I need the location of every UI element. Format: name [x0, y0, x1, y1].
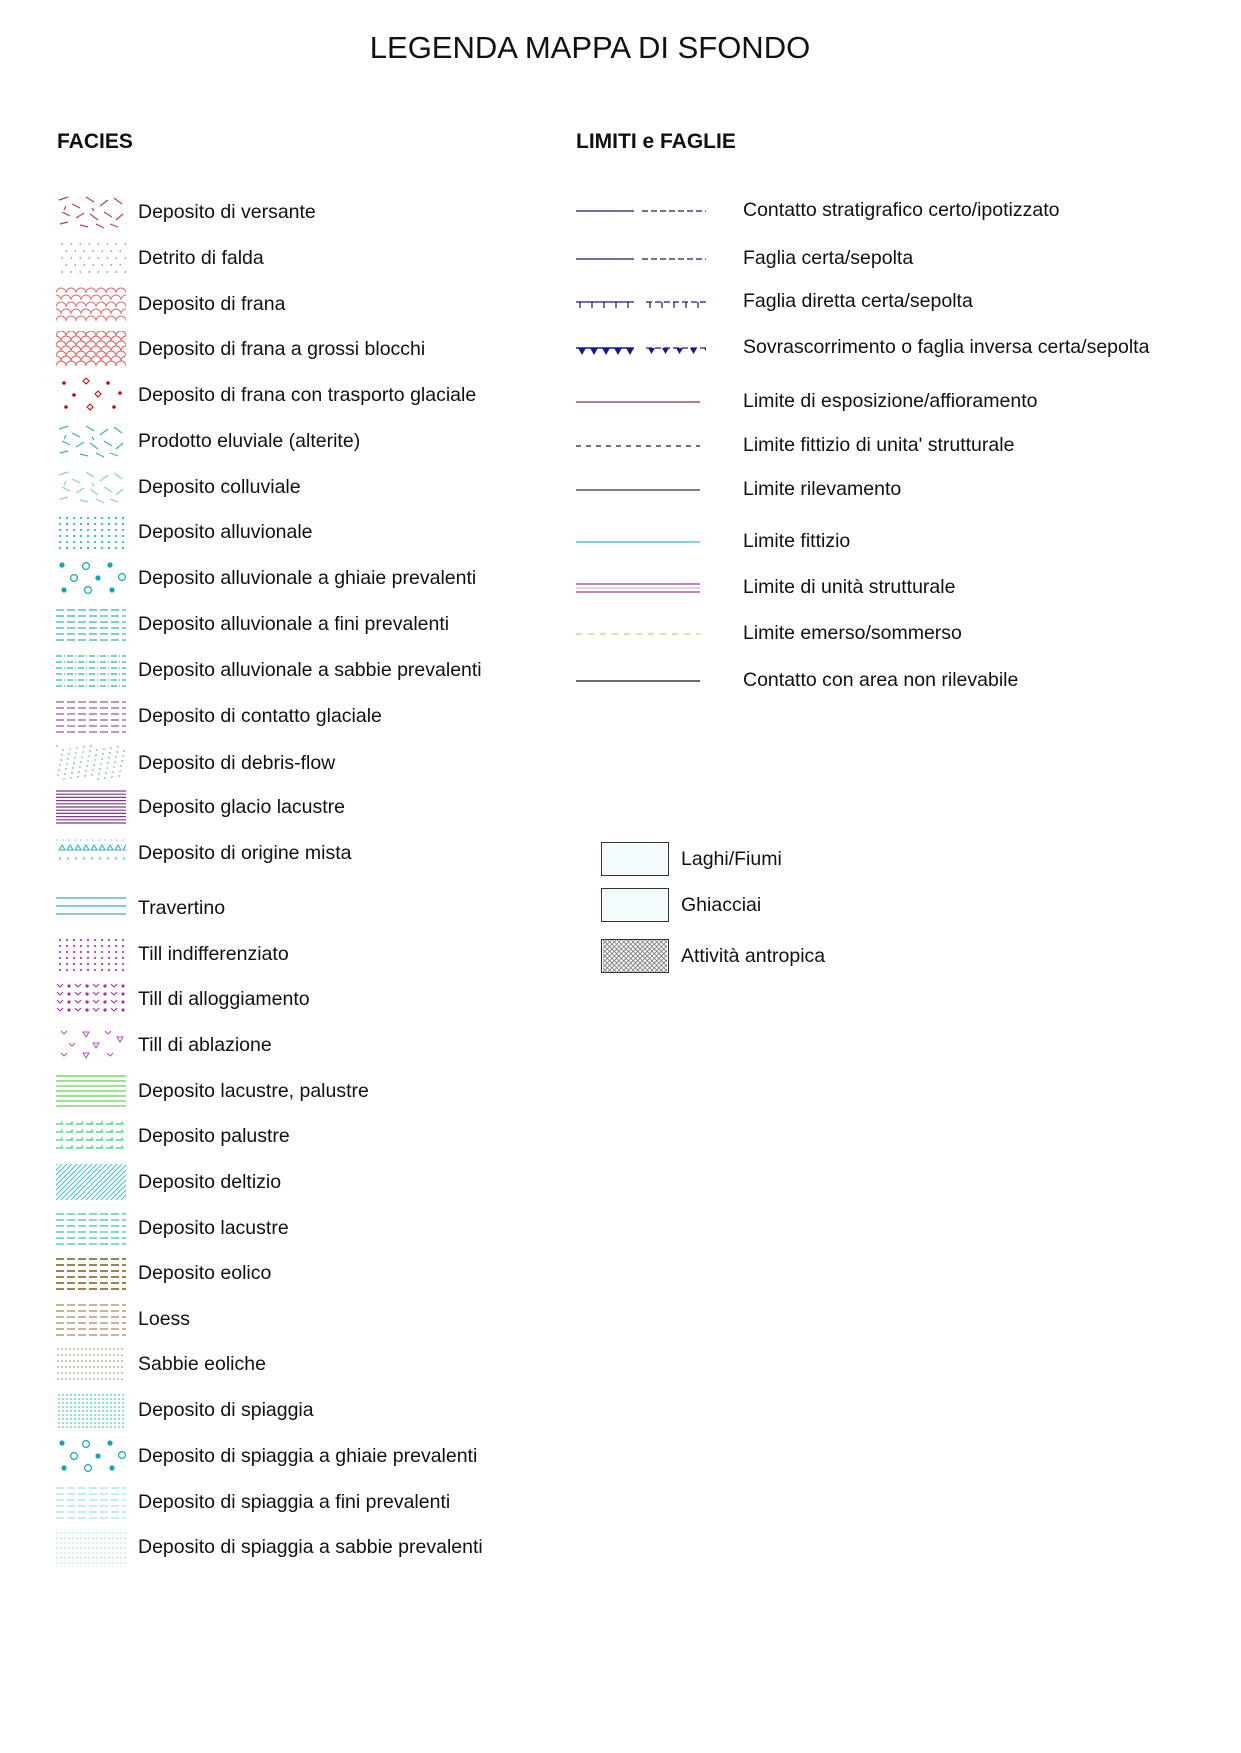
- facies-item: [56, 1484, 576, 1522]
- facies-swatch-icon: [56, 1301, 126, 1337]
- limit-line-icon: [576, 431, 706, 461]
- facies-swatch-icon: [56, 1484, 126, 1520]
- facies-item: [56, 1529, 576, 1567]
- facies-swatch-icon: [56, 1255, 126, 1291]
- facies-swatch-icon: [56, 514, 126, 550]
- limit-line-icon: [576, 666, 706, 696]
- facies-swatch-icon: [56, 1438, 126, 1474]
- limit-item: [576, 619, 1216, 649]
- facies-item-label: Deposito alluvionale a ghiaie prevalenti: [138, 567, 477, 589]
- facies-item: [56, 1164, 576, 1202]
- facies-swatch-icon: [56, 1529, 126, 1565]
- facies-item-label: Deposito colluviale: [138, 476, 301, 498]
- facies-swatch-icon: [56, 1210, 126, 1246]
- area-swatch-icon: [601, 939, 669, 973]
- facies-item-label: Deposito di spiaggia a sabbie prevalenti: [138, 1536, 483, 1558]
- limit-item: [576, 475, 1216, 505]
- facies-swatch-icon: [56, 194, 126, 230]
- facies-item: [56, 652, 576, 690]
- limit-line-icon: [576, 527, 706, 557]
- facies-item: [56, 286, 576, 324]
- limit-item-label: Limite rilevamento: [743, 478, 902, 500]
- facies-item-label: Deposito glacio lacustre: [138, 796, 346, 818]
- facies-item-label: Deposito alluvionale a sabbie prevalenti: [138, 659, 482, 681]
- facies-item: [56, 560, 576, 598]
- facies-item-label: Sabbie eoliche: [138, 1353, 266, 1375]
- facies-swatch-icon: [56, 1346, 126, 1382]
- facies-swatch-icon: [56, 981, 126, 1017]
- facies-item: [56, 1438, 576, 1476]
- facies-item: [56, 240, 576, 278]
- facies-item: [56, 1392, 576, 1430]
- facies-swatch-icon: [56, 745, 126, 781]
- facies-item-label: Deposito alluvionale: [138, 521, 313, 543]
- limit-item: [576, 666, 1216, 696]
- facies-item-label: Till di ablazione: [138, 1034, 272, 1056]
- facies-swatch-icon: [56, 286, 126, 322]
- limit-item-label: Sovrascorrimento o faglia inversa certa/sepolta: [743, 336, 1150, 358]
- facies-swatch-icon: [56, 789, 126, 825]
- facies-item: [56, 1027, 576, 1065]
- facies-item: [56, 606, 576, 644]
- facies-swatch-icon: [56, 890, 126, 926]
- facies-item: [56, 981, 576, 1019]
- facies-item-label: Deposito di contatto glaciale: [138, 705, 382, 727]
- facies-swatch-icon: [56, 652, 126, 688]
- limit-item-label: Limite di esposizione/affioramento: [743, 390, 1038, 412]
- facies-swatch-icon: [56, 377, 126, 413]
- facies-item-label: Detrito di falda: [138, 247, 264, 269]
- area-swatch-icon: [601, 842, 669, 876]
- facies-swatch-icon: [56, 606, 126, 642]
- facies-item-label: Deposito alluvionale a fini prevalenti: [138, 613, 450, 635]
- limit-item-label: Limite fittizio: [743, 530, 851, 552]
- facies-item: [56, 1346, 576, 1384]
- facies-swatch-icon: [56, 331, 126, 367]
- facies-item-label: Deposito eolico: [138, 1262, 272, 1284]
- limit-item: [576, 387, 1216, 417]
- facies-item: [56, 890, 576, 928]
- facies-swatch-icon: [56, 835, 126, 871]
- limit-line-icon: [576, 387, 706, 417]
- limit-line-icon: [576, 287, 706, 317]
- limit-line-icon: [576, 244, 706, 274]
- limit-item-label: Limite emerso/sommerso: [743, 622, 962, 644]
- facies-item-label: Deposito di frana: [138, 293, 286, 315]
- limit-item-label: Contatto con area non rilevabile: [743, 669, 1019, 691]
- limit-line-icon: [576, 196, 706, 226]
- facies-item-label: Deposito di debris-flow: [138, 752, 336, 774]
- limit-item-label: Faglia diretta certa/sepolta: [743, 290, 973, 312]
- facies-swatch-icon: [56, 1164, 126, 1200]
- limit-item: [576, 333, 1216, 363]
- facies-item-label: Deposito lacustre: [138, 1217, 289, 1239]
- facies-item: [56, 835, 576, 873]
- area-item-label: Attività antropica: [681, 945, 826, 967]
- area-item: [601, 939, 901, 975]
- area-item: [601, 888, 901, 924]
- facies-swatch-icon: [56, 936, 126, 972]
- limit-item-label: Limite fittizio di unita' strutturale: [743, 434, 1015, 456]
- facies-swatch-icon: [56, 698, 126, 734]
- facies-item-label: Deposito di frana a grossi blocchi: [138, 338, 426, 360]
- limit-line-icon: [576, 619, 706, 649]
- facies-item-label: Loess: [138, 1308, 191, 1330]
- facies-swatch-icon: [56, 1392, 126, 1428]
- facies-item: [56, 789, 576, 827]
- limit-item-label: Contatto stratigrafico certo/ipotizzato: [743, 199, 1060, 221]
- page-title: LEGENDA MAPPA DI SFONDO: [369, 30, 811, 65]
- facies-item: [56, 1073, 576, 1111]
- facies-item-label: Deposito di spiaggia a fini prevalenti: [138, 1491, 451, 1513]
- limit-item: [576, 244, 1216, 274]
- area-item-label: Laghi/Fiumi: [681, 848, 782, 870]
- facies-item: [56, 1301, 576, 1339]
- facies-swatch-icon: [56, 240, 126, 276]
- facies-item-label: Travertino: [138, 897, 226, 919]
- limit-item: [576, 196, 1216, 226]
- limit-line-icon: [576, 333, 706, 363]
- facies-item: [56, 331, 576, 369]
- facies-item-label: Deposito lacustre, palustre: [138, 1080, 369, 1102]
- area-item: [601, 842, 901, 878]
- facies-item: [56, 936, 576, 974]
- facies-swatch-icon: [56, 423, 126, 459]
- facies-item-label: Till indifferenziato: [138, 943, 289, 965]
- facies-item-label: Prodotto eluviale (alterite): [138, 430, 361, 452]
- facies-heading: FACIES: [57, 130, 133, 153]
- facies-item: [56, 745, 576, 783]
- area-item-label: Ghiacciai: [681, 894, 762, 916]
- facies-item: [56, 423, 576, 461]
- facies-item-label: Deposito di frana con trasporto glaciale: [138, 384, 477, 406]
- limit-item-label: Faglia certa/sepolta: [743, 247, 914, 269]
- facies-item: [56, 514, 576, 552]
- facies-swatch-icon: [56, 560, 126, 596]
- facies-swatch-icon: [56, 1073, 126, 1109]
- facies-item-label: Deposito di spiaggia a ghiaie prevalenti: [138, 1445, 478, 1467]
- facies-item: [56, 469, 576, 507]
- limit-line-icon: [576, 573, 706, 603]
- area-swatch-icon: [601, 888, 669, 922]
- facies-item: [56, 194, 576, 232]
- facies-item-label: Deposito di origine mista: [138, 842, 352, 864]
- facies-item-label: Deposito di versante: [138, 201, 316, 223]
- limit-item: [576, 431, 1216, 461]
- facies-swatch-icon: [56, 1118, 126, 1154]
- limit-line-icon: [576, 475, 706, 505]
- facies-item: [56, 377, 576, 415]
- facies-item-label: Deposito palustre: [138, 1125, 290, 1147]
- limit-item: [576, 573, 1216, 603]
- facies-item: [56, 1255, 576, 1293]
- facies-item-label: Till di alloggiamento: [138, 988, 310, 1010]
- limits-heading: LIMITI e FAGLIE: [576, 130, 736, 153]
- limit-item: [576, 527, 1216, 557]
- facies-item-label: Deposito deltizio: [138, 1171, 282, 1193]
- facies-item: [56, 1210, 576, 1248]
- facies-swatch-icon: [56, 1027, 126, 1063]
- facies-swatch-icon: [56, 469, 126, 505]
- facies-item-label: Deposito di spiaggia: [138, 1399, 314, 1421]
- limit-item: [576, 287, 1216, 317]
- limit-item-label: Limite di unità strutturale: [743, 576, 956, 598]
- facies-item: [56, 1118, 576, 1156]
- facies-item: [56, 698, 576, 736]
